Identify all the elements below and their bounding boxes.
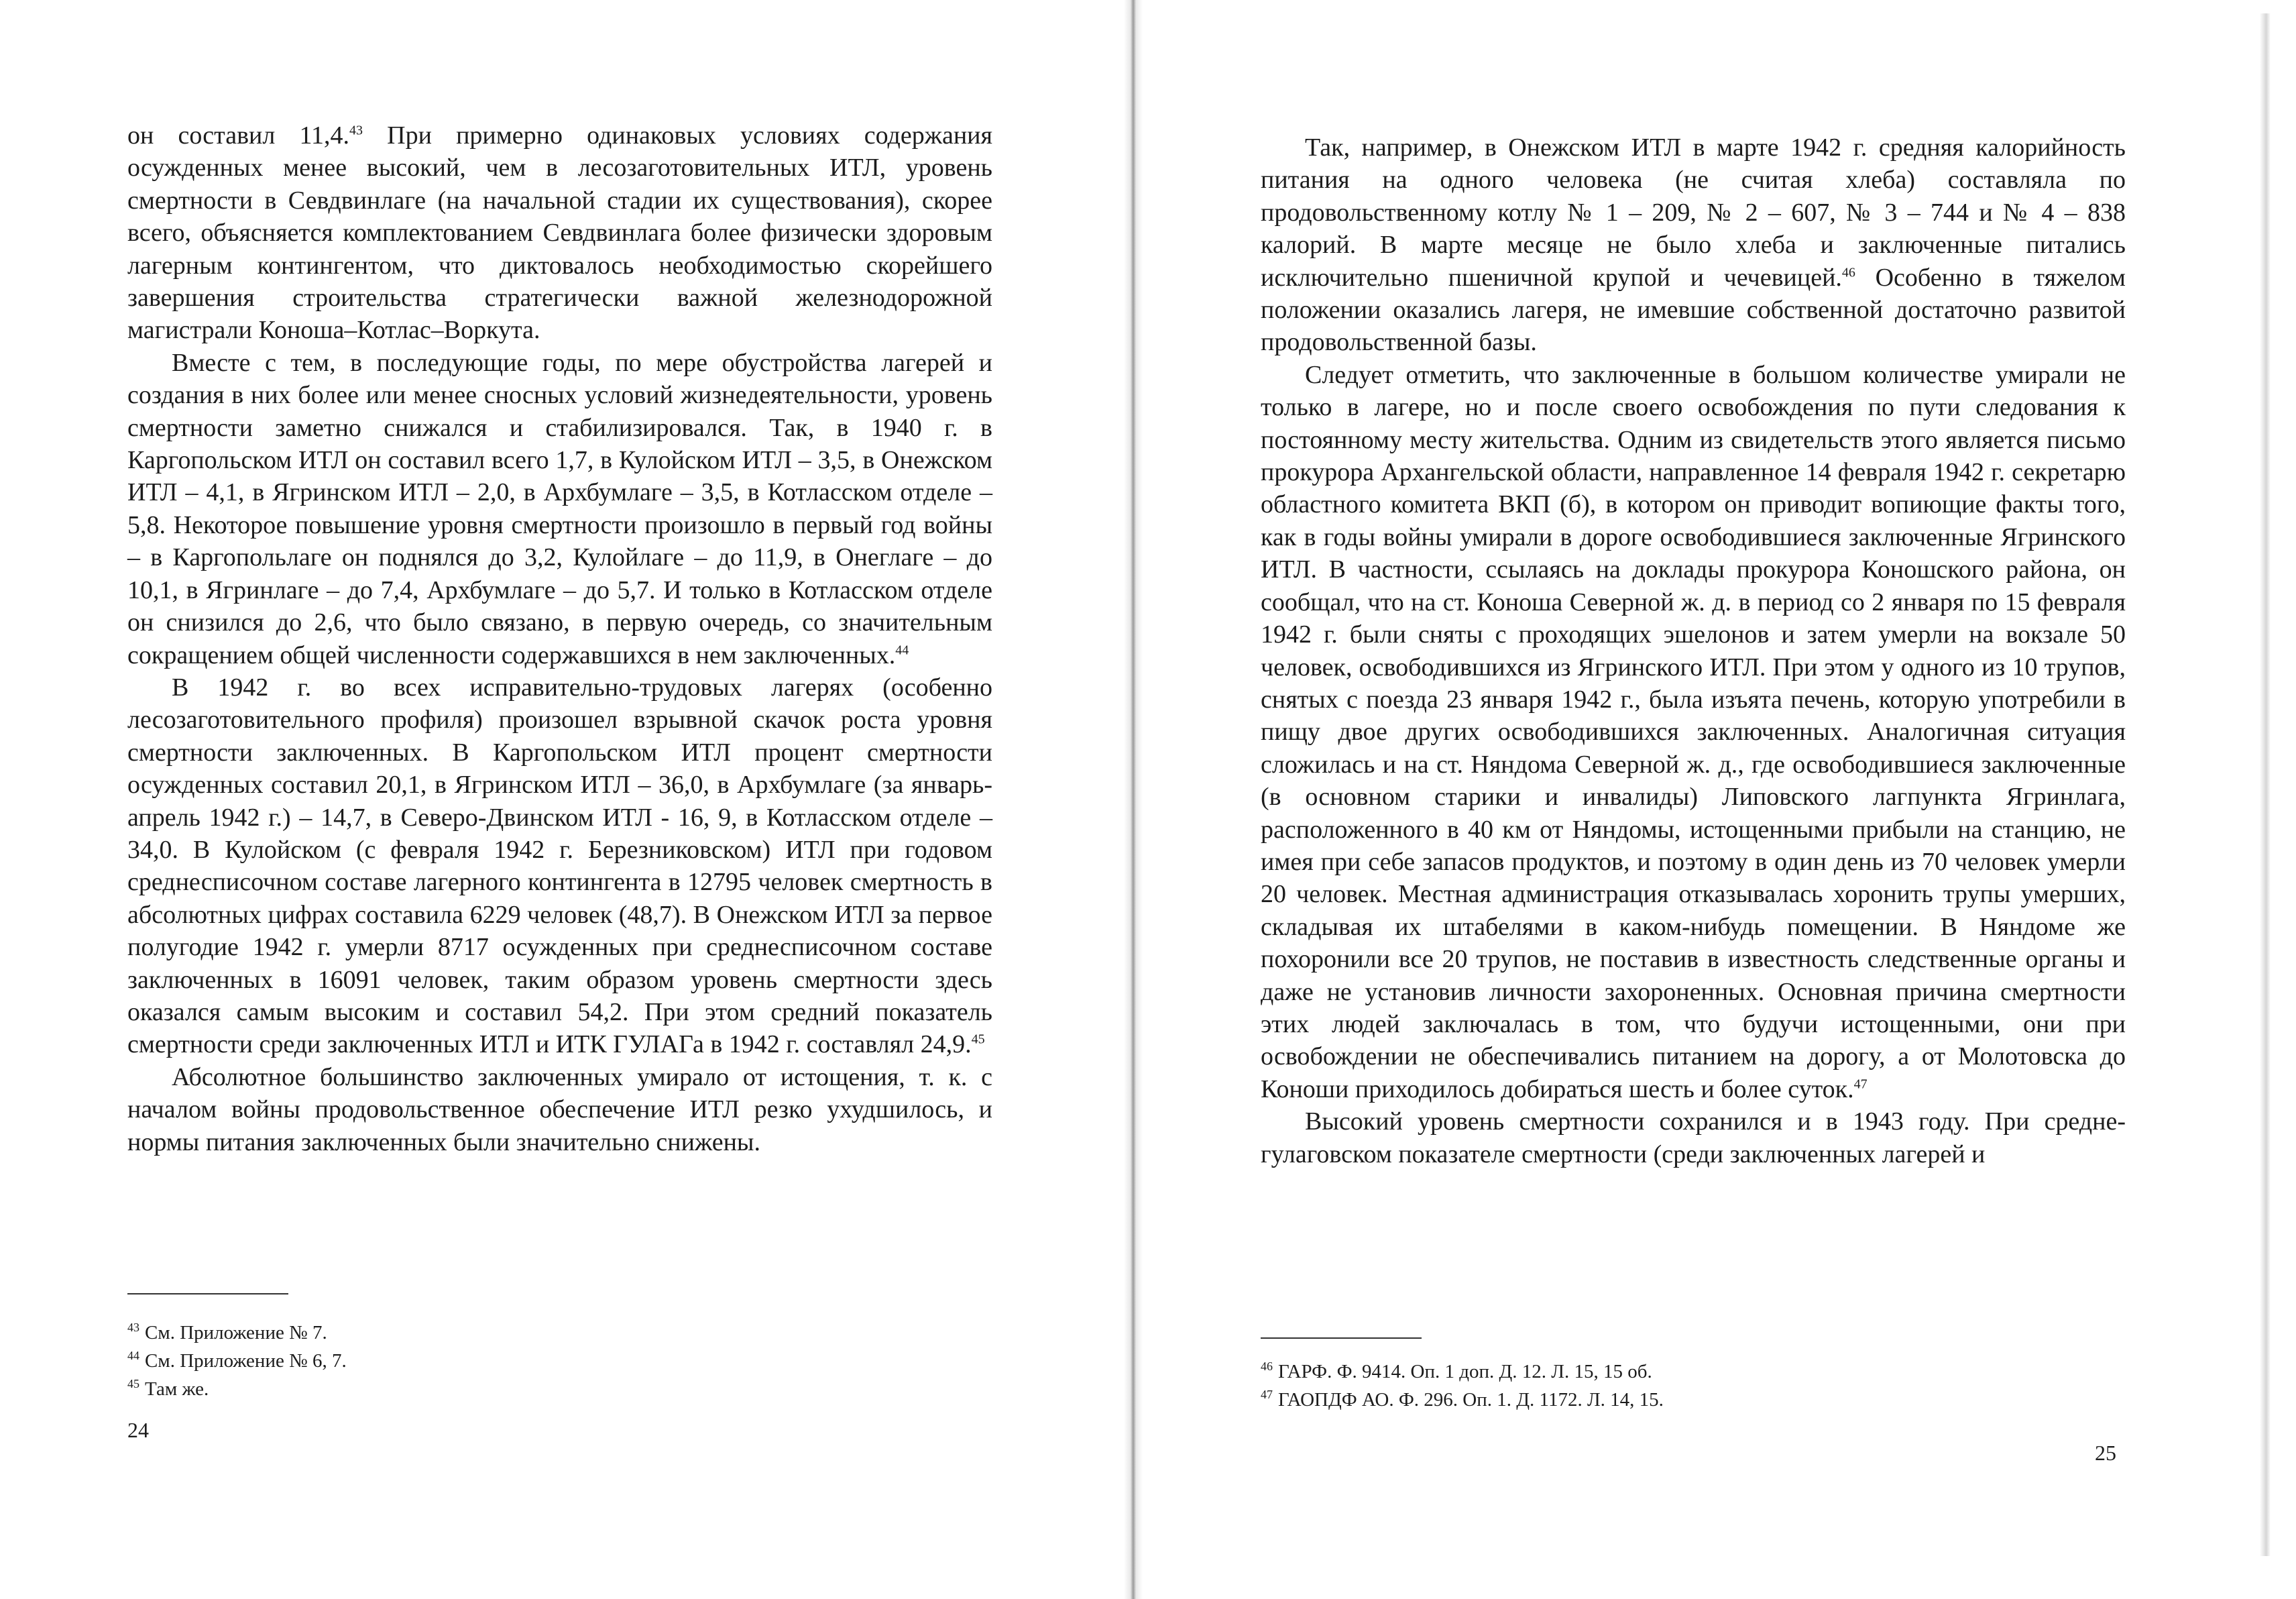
footnote-number: 46: [1261, 1360, 1273, 1374]
right-page-body: [1261, 131, 2126, 1170]
footnote-text: ГАОПДФ АО. Ф. 296. Оп. 1. Д. 1172. Л. 14, 15.: [1278, 1389, 1664, 1411]
footnote-number: 43: [127, 1321, 139, 1335]
footnote-text: См. Приложение № 6, 7.: [145, 1350, 347, 1372]
paragraph-text: он составил 11,4.: [127, 121, 350, 150]
footnote: [127, 1347, 992, 1375]
paragraph-text: Следует отметить, что заключенные в большом количестве умирали не только в лагере, но и после своего освобождения по пути следования к постоянному месту жительства. Одним из свидетельств этого является письмо прокурора Архангельской области, направленное 14 февраля 1942 г. секретарю областного комитета ВКП (б), в котором он приводит вопиющие факты того, как в годы войны умирали в дороге освободившиеся заключенные Ягринского ИТЛ. В частности, ссылаясь на доклады прокурора Коношского района, он сообщал, что на ст. Коноша Северной ж. д. в период со 2 января по 15 февраля 1942 г. были сняты с проходящих эшелонов и затем умерли на вокзале 50 человек, освободившихся из Ягринского ИТЛ. При этом у одного из 10 трупов, снятых с поезда 23 января 1942 г., была изъята печень, которую употребили в пищу двое других освободившихся заключенных. Аналогичная ситуация сложилась и на ст. Няндома Северной ж. д., где освободившиеся заключенные (в основном старики и инвалиды) Липовского лагпункта Ягринлага, расположенного в 40 км от Няндомы, истощенными прибыли на станцию, не имея при себе запасов продуктов, и поэтому в один день из 70 человек умерли 20 человек. Местная администрация отказывалась хоронить трупы умерших, складывая их штабелями в каком-нибудь помещении. В Няндоме же похоронили все 20 трупов, не поставив в известность следственные органы и даже не установив личности захороненных. Основная причина смертности этих людей заключалась в том, что будучи истощенными, они при освобождении не обеспечивались питанием на дорогу, а от Молотовска до Коноши приходилось добираться шесть и более суток.: [1261, 360, 2126, 1103]
footnote-text: См. Приложение № 7.: [145, 1322, 327, 1343]
footnote-number: 44: [127, 1349, 139, 1363]
footnote: [1261, 1386, 2126, 1414]
paragraph-text: Особенно в тяжелом положении оказались лагеря, не имевшие собственной достаточно развитой продовольственной базы.: [1261, 263, 2126, 357]
page-edge-shadow: [2260, 13, 2271, 1556]
page-number-left: 24: [127, 1418, 149, 1442]
footnote-text: Там же.: [145, 1378, 209, 1400]
footnote-number: 45: [127, 1377, 139, 1391]
body-paragraph: [127, 347, 992, 671]
footnote: [1261, 1358, 2126, 1386]
paragraph-text: В 1942 г. во всех исправительно-трудовых лагерях (особенно лесозаготовительного профиля) произошел взрывной скачок роста уровня смертности заключенных. В Каргопольском ИТЛ процент смертности осужденных составил 20,1, в Ягринском ИТЛ – 36,0, в Архбумлаге (за январь-апрель 1942 г.) – 14,7, в Северо-Двинском ИТЛ - 16, 9, в Котласском отделе – 34,0. В Кулойском (с февраля 1942 г. Березниковском) ИТЛ при годовом среднесписочном составе лагерного контингента в 12795 человек смертность в абсолютных цифрах составила 6229 человек (48,7). В Онежском ИТЛ за первое полугодие 1942 г. умерли 8717 осужденных при среднесписочном составе заключенных в 16091 человек, таким образом уровень смертности здесь оказался самым высоким и составил 54,2. При этом средний показатель смертности среди заключенных ИТЛ и ИТК ГУЛАГа в 1942 г. составлял 24,9.: [127, 673, 992, 1059]
left-footnote-rule: [127, 1293, 288, 1294]
body-paragraph: [1261, 359, 2126, 1105]
paragraph-text: При примерно одинаковых условиях содержания осужденных менее высокий, чем в лесозаготовительных ИТЛ, уровень смертности в Севдвинлаге (на начальной стадии их существования), скорее всего, объясняется комплектованием Севдвинлага более физически здоровым лагерным контингентом, что диктовалось необходимостью скорейшего завершения строительства стратегически важной железнодорожной магистрали Коноша–Котлас–Воркута.: [127, 121, 992, 345]
footnote-reference: 47: [1853, 1077, 1868, 1092]
paragraph-text: Вместе с тем, в последующие годы, по мере обустройства лагерей и создания в них более или менее сносных условий жизнедеятельности, уровень смертности заметно снижался и стабилизировался. Так, в 1940 г. в Каргопольском ИТЛ он составил всего 1,7, в Кулойском ИТЛ – 3,5, в Онежском ИТЛ – 4,1, в Ягринском ИТЛ – 2,0, в Архбумлаге – 3,5, в Котласском отделе – 5,8. Некоторое повышение уровня смертности произошло в первый год войны – в Каргопольлаге он поднялся до 3,2, Кулойлаге – до 11,9, в Онеглаге – до 10,1, в Ягринлаге – до 7,4, Архбумлаге – до 5,7. И только в Котласском отделе он снизился до 2,6, что было связано, в первую очередь, со значительным сокращением общей численности содержавшихся в нем заключенных.: [127, 348, 992, 669]
right-footnotes: [1261, 1358, 2126, 1414]
footnote-reference: 44: [895, 642, 909, 657]
page-number-right: 25: [2095, 1441, 2116, 1465]
footnote-reference: 45: [971, 1032, 985, 1047]
footnote-text: ГАРФ. Ф. 9414. Оп. 1 доп. Д. 12. Л. 15, 15 об.: [1278, 1361, 1652, 1382]
left-page-body: [127, 119, 992, 1158]
body-paragraph: [127, 671, 992, 1061]
paragraph-text: Так, например, в Онежском ИТЛ в марте 1942 г. средняя калорийность питания на одного человека (не считая хлеба) составляла по продовольственному котлу № 1 – 209, № 2 – 607, № 3 – 744 и № 4 – 838 калорий. В марте месяце не было хлеба и заключенные питались исключительно пшеничной крупой и чечевицей.: [1261, 133, 2126, 292]
body-paragraph: [1261, 131, 2126, 359]
right-footnote-rule: [1261, 1337, 1422, 1339]
body-paragraph: [127, 119, 992, 347]
footnote-reference: 46: [1841, 264, 1855, 280]
paragraph-text: Высокий уровень смертности сохранился и в 1943 году. При среднегулаговском показателе смертности (среди заключенных лагерей и: [1261, 1107, 2126, 1168]
footnote: [127, 1319, 992, 1347]
footnote: [127, 1375, 992, 1403]
paragraph-text: Абсолютное большинство заключенных умирало от истощения, т. к. с началом войны продовольственное обеспечение ИТЛ резко ухудшилось, и нормы питания заключенных были значительно снижены.: [127, 1062, 992, 1156]
body-paragraph: [1261, 1105, 2126, 1170]
book-gutter: [1124, 0, 1143, 1599]
footnote-reference: 43: [349, 123, 363, 138]
footnote-number: 47: [1261, 1388, 1273, 1402]
left-footnotes: [127, 1319, 992, 1403]
body-paragraph: [127, 1061, 992, 1158]
